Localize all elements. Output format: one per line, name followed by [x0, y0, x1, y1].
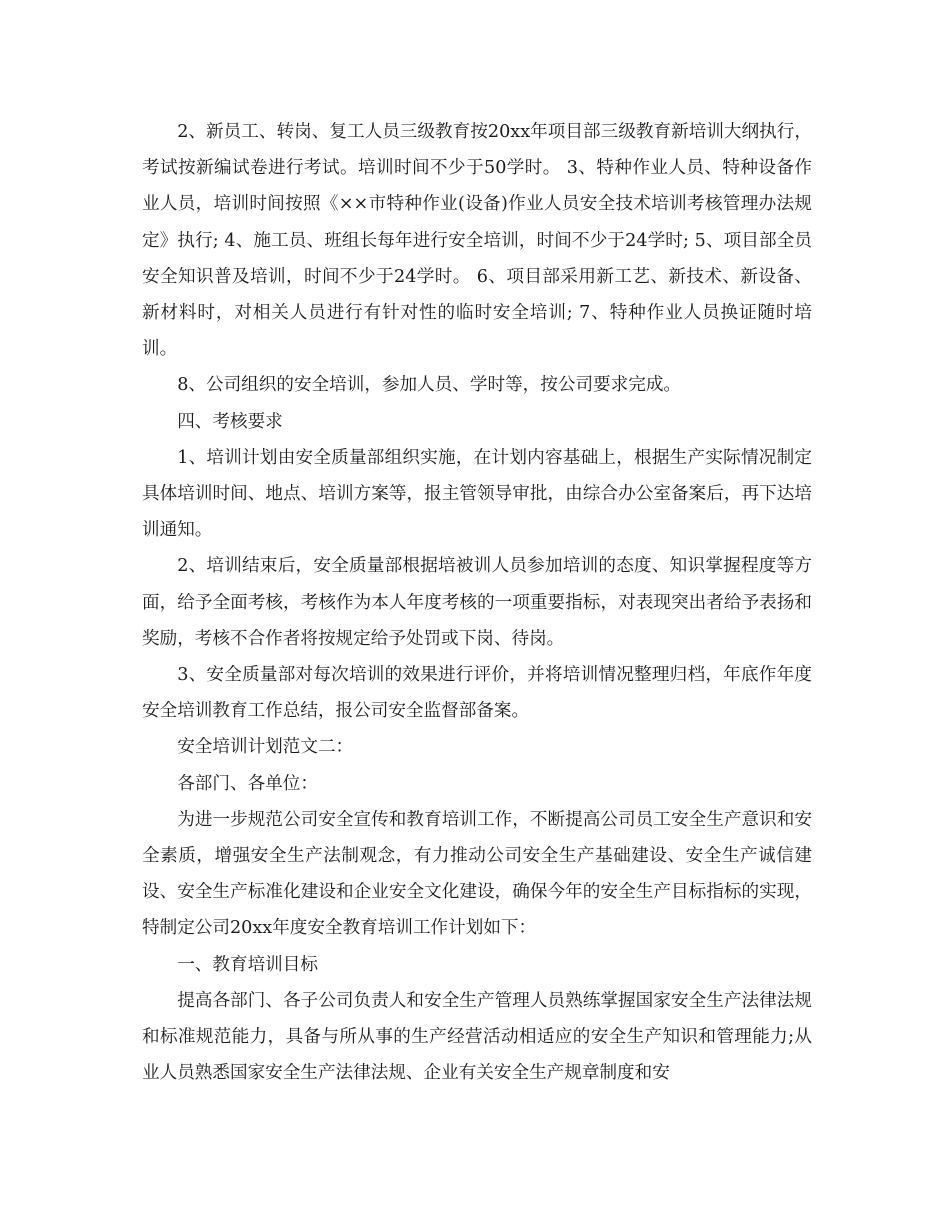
section-heading-goals: 一、教育培训目标 [177, 954, 318, 975]
paragraph-assessment-3: 3、安全质量部对每次培训的效果进行评价，并将培训情况整理归档，年底作年度安全培训教育工作总结，报公司安全监督部备案。 [142, 665, 812, 722]
document-body [142, 114, 812, 1091]
section-heading-assessment: 四、考核要求 [177, 411, 283, 432]
paragraph-training-items: 2、新员工、转岗、复工人员三级教育按20xx年项目部三级教育新培训大纲执行，考试按新编试卷进行考试。培训时间不少于50学时。 3、特种作业人员、特种设备作业人员，培训时间按照《××市特种作业(设备)作业人员安全技术培训考核管理办法规定》执行; 4、施工员、班组长每年进行安全培训，时间不少于24学时; 5、项目部全员安全知识普及培训，时间不少于24学时。 6、项目部采用新工艺、新技术、新设备、新材料时，对相关人员进行有针对性的临时安全培训; 7、特种作业人员换证随时培训。 [142, 122, 812, 360]
paragraph-assessment-1: 1、培训计划由安全质量部组织实施，在计划内容基础上，根据生产实际情况制定具体培训时间、地点、培训方案等，报主管领导审批，由综合办公室备案后，再下达培训通知。 [142, 447, 812, 541]
paragraph-assessment-2: 2、培训结束后，安全质量部根据培被训人员参加培训的态度、知识掌握程度等方面，给予全面考核，考核作为本人年度考核的一项重要指标，对表现突出者给予表扬和奖励，考核不合作者将按规定给予处罚或下岗、待岗。 [142, 556, 812, 649]
sample-two-title: 安全培训计划范文二： [177, 737, 354, 758]
paragraph-company-training: 8、公司组织的安全培训，参加人员、学时等，按公司要求完成。 [177, 375, 682, 396]
salutation: 各部门、各单位： [177, 773, 318, 794]
paragraph-goals: 提高各部门、各子公司负责人和安全生产管理人员熟练掌握国家安全生产法律法规和标准规范能力，具备与所从事的生产经营活动相适应的安全生产知识和管理能力;从业人员熟悉国家安全生产法律法规、企业有关安全生产规章制度和安 [142, 990, 812, 1084]
paragraph-intro: 为进一步规范公司安全宣传和教育培训工作，不断提高公司员工安全生产意识和安全素质，增强安全生产法制观念，有力推动公司安全生产基础建设、安全生产诚信建设、安全生产标准化建设和企业安全文化建设，确保今年的安全生产目标指标的实现，特制定公司20xx年度安全教育培训工作计划如下： [142, 809, 812, 939]
